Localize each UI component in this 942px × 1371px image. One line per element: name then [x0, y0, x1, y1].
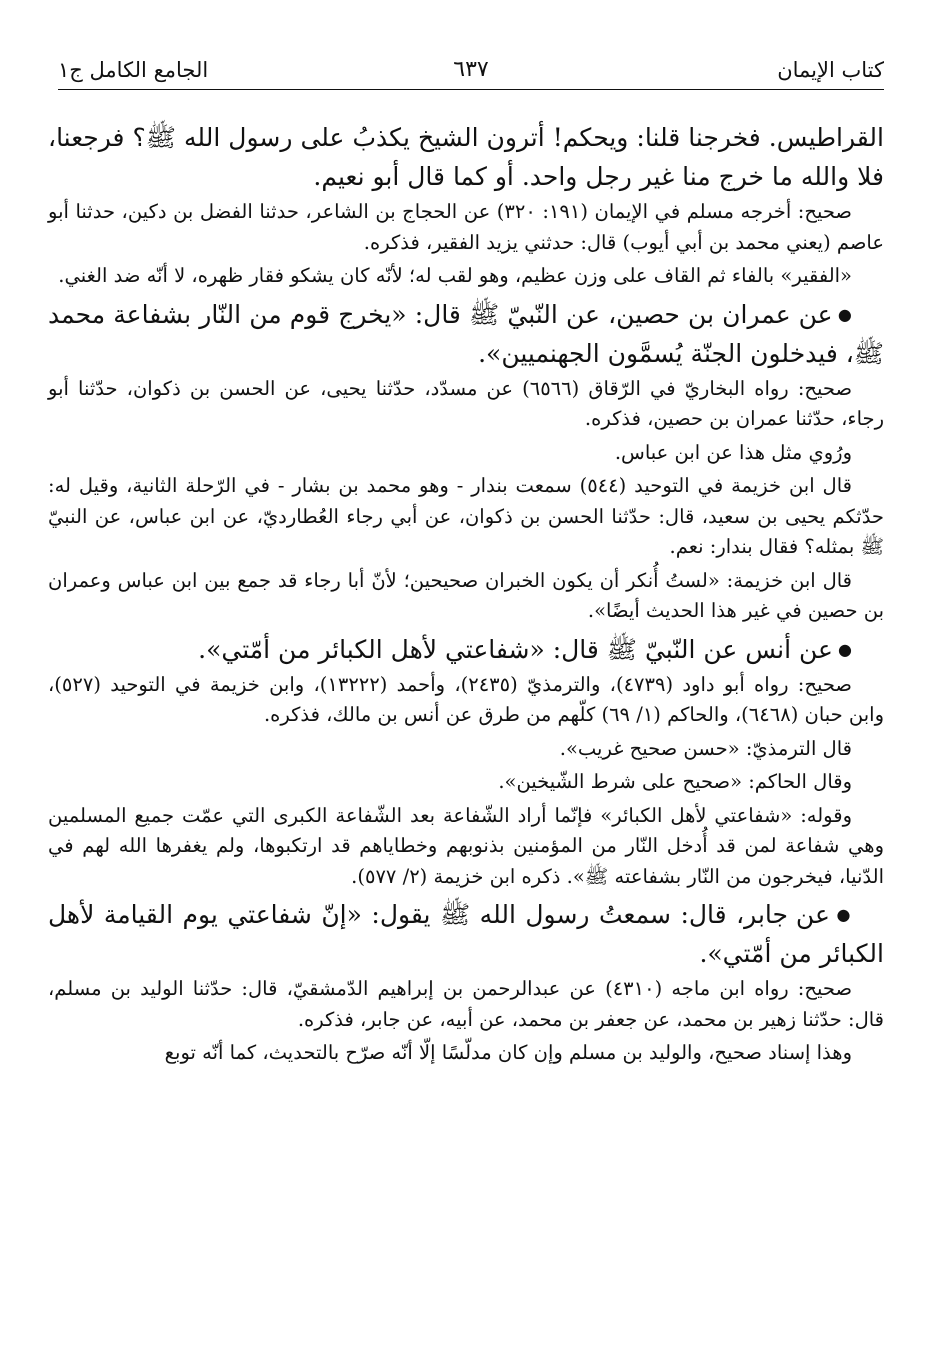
chapter-title: كتاب الإيمان	[777, 58, 884, 82]
page-body	[48, 118, 884, 1072]
book-title: الجامع الكامل ج١	[58, 58, 209, 82]
commentary-paragraph: وقوله: «شفاعتي لأهل الكبائر» فإنّما أراد الشّفاعة بعد الشّفاعة الكبرى التي عمّت جميع المسلمين وهي شفاعة لمن قد أُدخل النّار من المؤمنين بذنوبهم وخطاياهم قد ارتكبوها، ولم يغفرها الله لهم في الدّنيا، فيخرجون من النّار بشفاعته ﷺ». ذكره ابن خزيمة (٢/ ٥٧٧).	[48, 803, 884, 888]
commentary-paragraph: صحيح: رواه ابن ماجه (٤٣١٠) عن عبدالرحمن بن إبراهيم الدّمشقيّ، قال: حدّثنا الوليد بن مسلم، قال: حدّثنا زهير بن محمد، عن جعفر بن محمد، عن أبيه، عن جابر، فذكره.	[48, 977, 884, 1031]
commentary-paragraph: وقال الحاكم: «صحيح على شرط الشّيخين».	[498, 770, 852, 793]
commentary-paragraph: وهذا إسناد صحيح، والوليد بن مسلم وإن كان مدلّسًا إلّا أنّه صرّح بالتحديث، كما أنّه توبع	[164, 1041, 852, 1064]
commentary-paragraph: «الفقير» بالفاء ثم القاف على وزن عظيم، وهو لقب له؛ لأنّه كان يشكو فقار ظهره، لا أنّه ضد الغني.	[58, 264, 852, 287]
running-header	[58, 52, 884, 88]
hadith-paragraph: ● عن جابر، قال: سمعتُ رسول الله ﷺ يقول: «إنّ شفاعتي يوم القيامة لأهل الكبائر من أمّتي».	[48, 895, 884, 973]
commentary-paragraph: قال ابن خزيمة في التوحيد (٥٤٤) سمعت بندار - وهو محمد بن بشار - في الرّحلة الثانية، وقيل له: حدّثكم يحيى بن سعيد، قال: حدّثنا الحسن بن ذكوان، عن أبي رجاء العُطارديّ، عن ابن عباس، عن النبيّ ﷺ بمثله؟ فقال بندار: نعم.	[48, 474, 884, 558]
header-rule	[58, 89, 884, 90]
commentary-paragraph: ورُوي مثل هذا عن ابن عباس.	[614, 440, 852, 464]
hadith-paragraph: ● عن عمران بن حصين، عن النّبيّ ﷺ قال: «يخرج قوم من النّار بشفاعة محمد ﷺ، فيدخلون الجنّة يُسمَّون الجهنميين».	[48, 295, 884, 373]
commentary-paragraph: صحيح: أخرجه مسلم في الإيمان (١٩١: ٣٢٠) عن الحجاج بن الشاعر، حدثنا الفضل بن دكين، حدثنا أبو عاصم (يعني محمد بن أبي أيوب) قال: حدثني يزيد الفقير، فذكره.	[48, 200, 884, 254]
hadith-paragraph: ● عن أنس عن النّبيّ ﷺ قال: «شفاعتي لأهل الكبائر من أمّتي».	[48, 630, 884, 669]
commentary-paragraph: صحيح: رواه البخاريّ في الرّقاق (٦٥٦٦) عن مسدّد، حدّثنا يحيى، عن الحسن بن ذكوان، حدّثنا أبو رجاء، حدّثنا عمران بن حصين، فذكره.	[48, 376, 884, 430]
commentary-paragraph: صحيح: رواه أبو داود (٤٧٣٩)، والترمذيّ (٢٤٣٥)، وأحمد (١٣٢٢٢)، وابن خزيمة في التوحيد (٥٢٧)، وابن حبان (٦٤٦٨)، والحاكم (١/ ٦٩) كلّهم من طرق عن أنس بن مالك، فذكره.	[48, 672, 884, 726]
hadith-paragraph: القراطيس. فخرجنا قلنا: ويحكم! أترون الشيخ يكذبُ على رسول الله ﷺ؟ فرجعنا، فلا والله ما خرج منا غير رجل واحد. أو كما قال أبو نعيم.	[48, 123, 884, 191]
page-number: ٦٣٧	[453, 57, 489, 82]
commentary-paragraph: قال الترمذيّ: «حسن صحيح غريب».	[559, 736, 852, 760]
commentary-paragraph: قال ابن خزيمة: «لستُ أُنكر أن يكون الخبران صحيحين؛ لأنّ أبا رجاء قد جمع بين ابن عباس وعمران بن حصين في غير هذا الحديث أيضًا».	[48, 568, 884, 622]
